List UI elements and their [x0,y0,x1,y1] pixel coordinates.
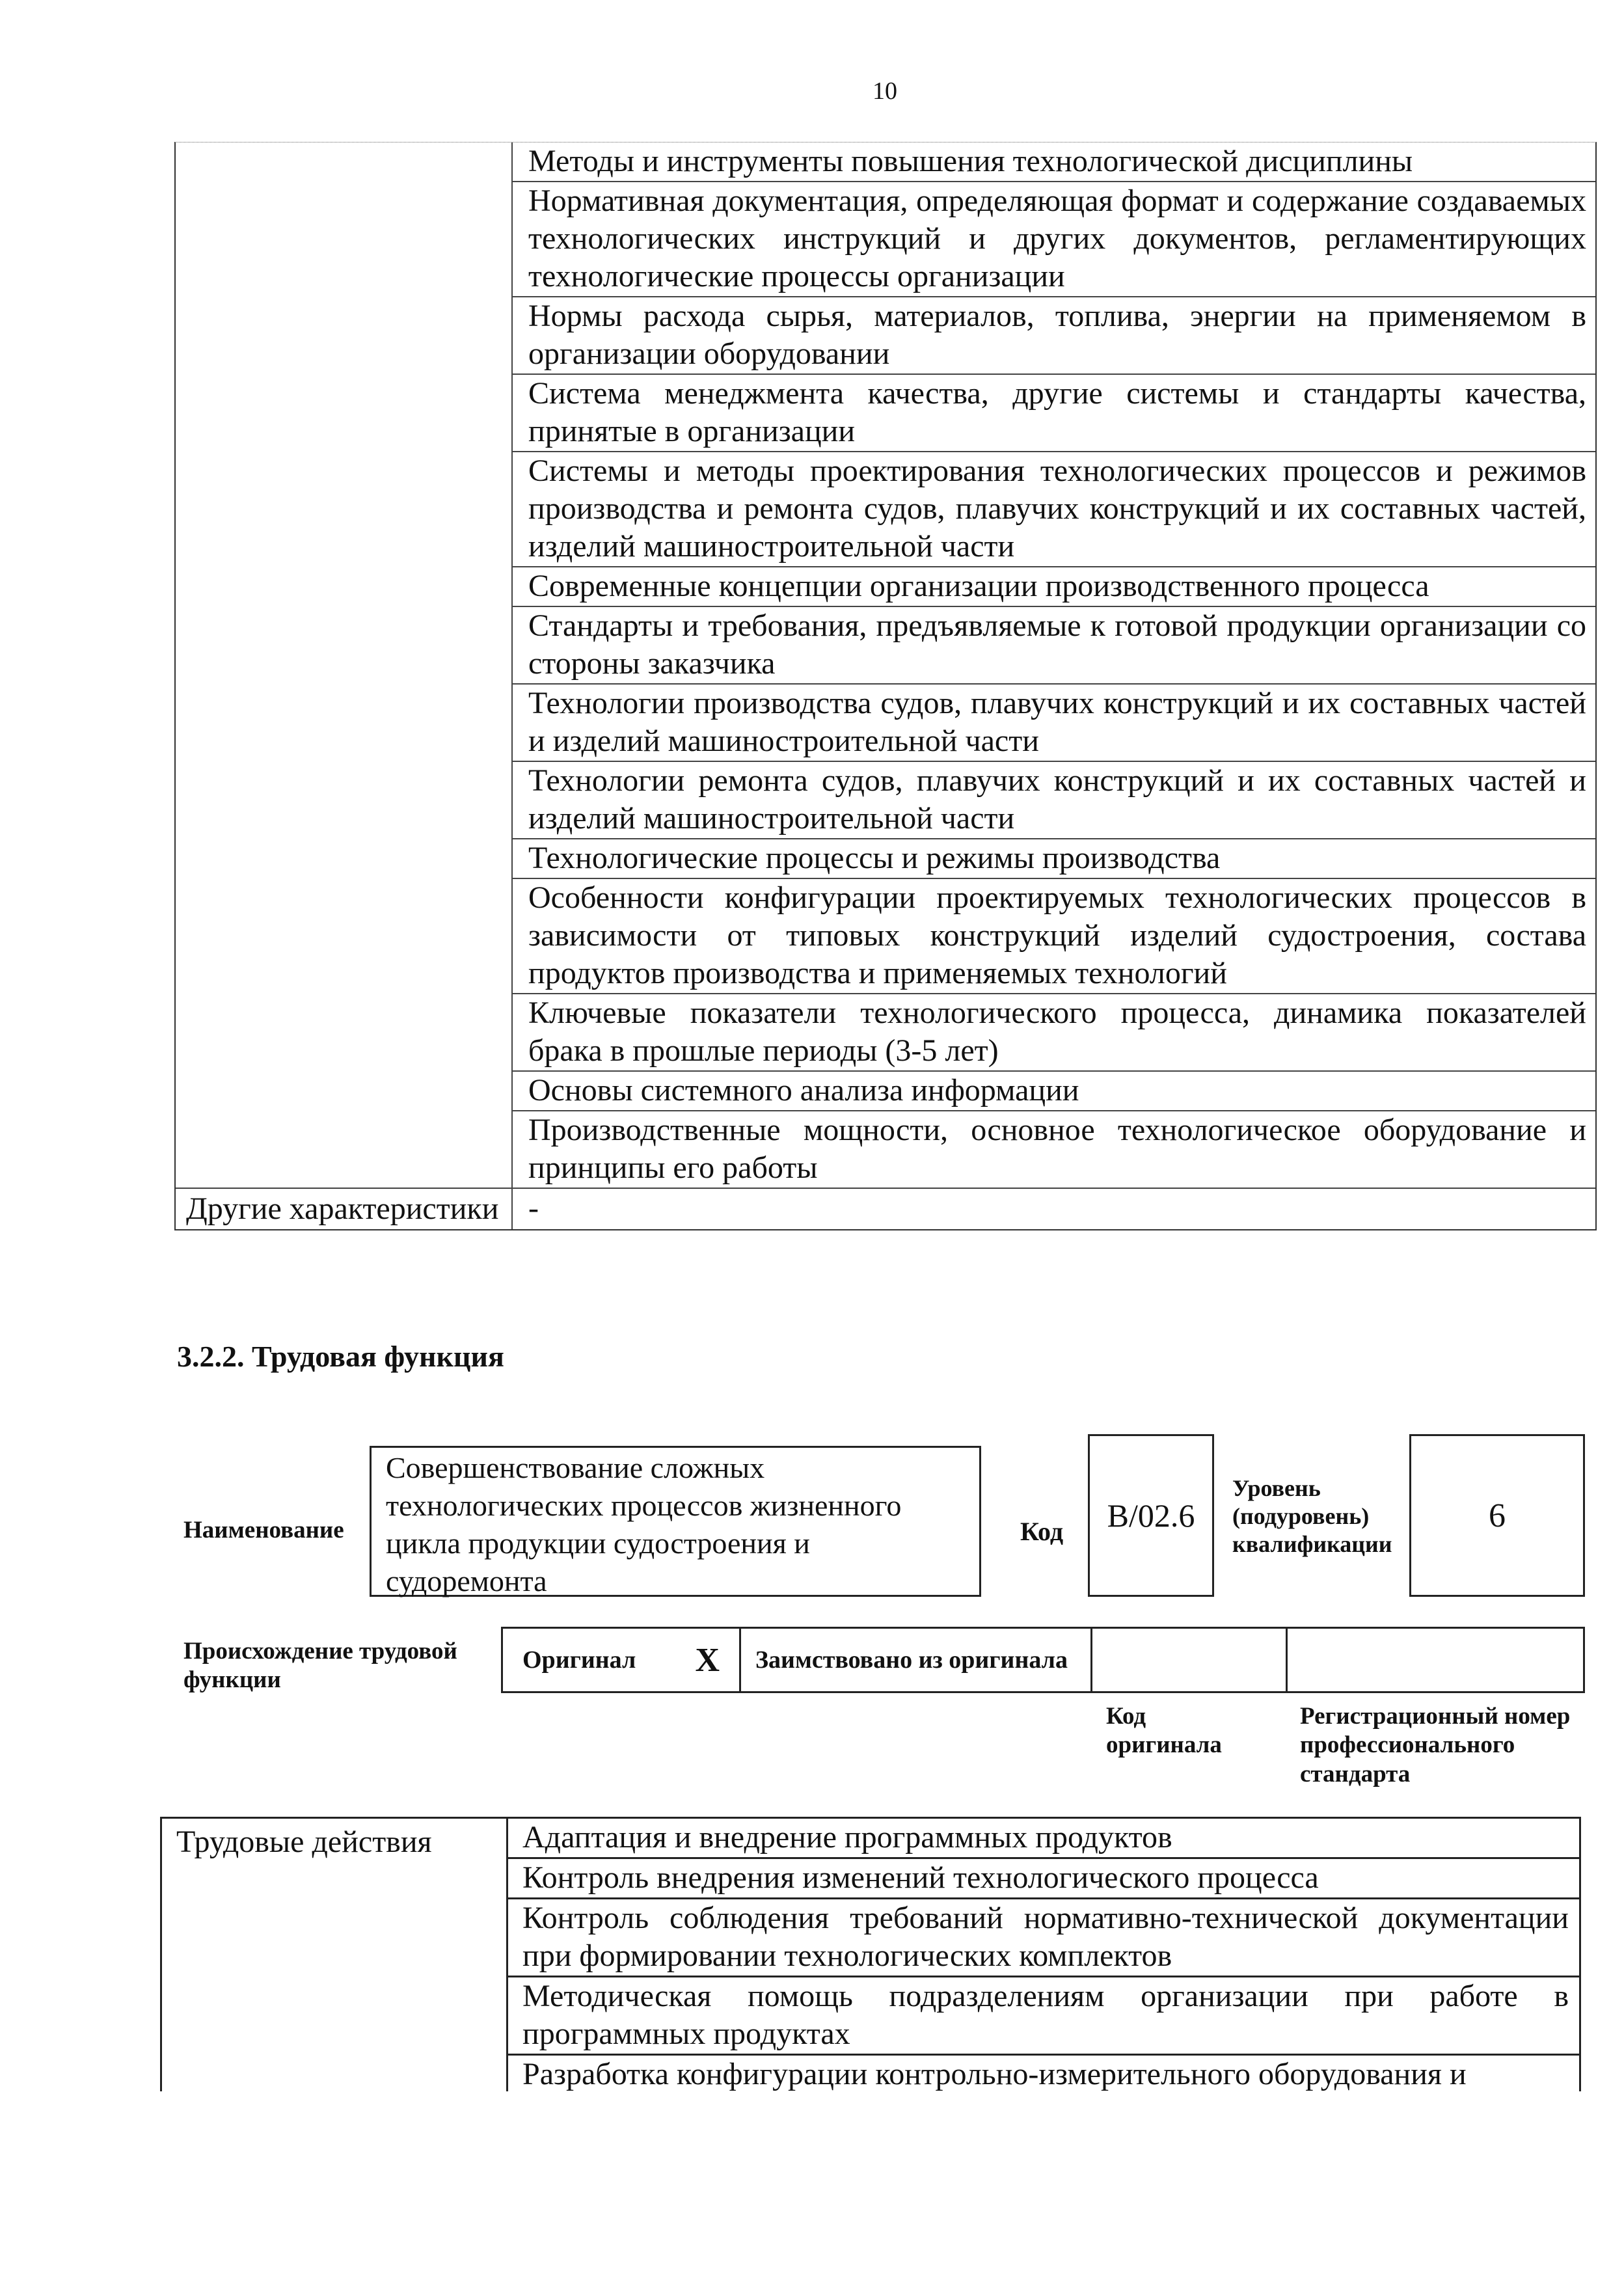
labor-action-item: Разработка конфигурации контрольно-измерительного оборудования и [522,2057,1467,2091]
origin-borrowed-cell: Заимствовано из оригинала [741,1629,1092,1691]
knowledge-item: Современные концепции организации производственного процесса [513,567,1595,607]
knowledge-item: Особенности конфигурации проектируемых технологических процессов в зависимости от типовых конструкций изделий судостроения, состава продуктов производства и применяемых технологий [513,879,1595,994]
reg-number-caption: Регистрационный номер профессионального стандарта [1300,1703,1571,1787]
knowledge-item: Основы системного анализа информации [513,1072,1595,1111]
labor-action-item: Методическая помощь подразделениям организации при работе в программных продуктах [508,1977,1579,2056]
knowledge-items [513,143,1595,1188]
knowledge-item: Методы и инструменты повышения технологической дисциплины [513,143,1595,182]
original-label: Оригинал [522,1646,636,1674]
origin-row [501,1627,1585,1693]
origin-code-cell [1092,1629,1288,1691]
labor-actions-table [160,1817,1581,2091]
knowledge-item: Производственные мощности, основное технологическое оборудование и принципы его работы [528,1113,1586,1185]
knowledge-item: Технологические процессы и режимы производства [513,839,1595,879]
knowledge-item: Нормативная документация, определяющая формат и содержание создаваемых технологических инструкций и других документов, регламентирующих технологические процессы организации [513,182,1595,297]
knowledge-item: Системы и методы проектирования технологических процессов и режимов производства и ремонта судов, плавучих конструкций и их составных частей, изделий машиностроительной части [513,452,1595,567]
function-code-box: B/02.6 [1088,1434,1214,1597]
other-characteristics-row [176,1189,1595,1229]
knowledge-item: Система менеджмента качества, другие системы и стандарты качества, принятые в организации [513,375,1595,452]
knowledge-item: Технологии ремонта судов, плавучих конструкций и их составных частей и изделий машиностроительной части [513,762,1595,839]
other-characteristics-value: - [528,1191,539,1225]
section-heading: 3.2.2. Трудовая функция [177,1340,504,1373]
function-name-box: Совершенствование сложных технологических процессов жизненного цикла продукции судостроения и судоремонта [370,1446,981,1597]
knowledge-item: Технологии производства судов, плавучих конструкций и их составных частей и изделий машиностроительной части [513,685,1595,762]
origin-reg-number-cell [1288,1629,1583,1691]
knowledge-item: Стандарты и требования, предъявляемые к готовой продукции организации со стороны заказчика [513,607,1595,685]
other-characteristics-label: Другие характеристики [176,1189,513,1229]
knowledge-table [174,142,1597,1230]
knowledge-left-cell [176,143,513,1188]
code-label: Код [1020,1517,1064,1546]
labor-actions-label: Трудовые действия [162,1819,508,2091]
knowledge-item: Нормы расхода сырья, материалов, топлива, энергии на применяемом в организации оборудовании [513,297,1595,375]
knowledge-row [176,143,1595,1189]
page-number: 10 [873,77,897,105]
knowledge-item: Ключевые показатели технологического процесса, динамика показателей брака в прошлые периоды (3-5 лет) [513,994,1595,1072]
qualification-level-box: 6 [1409,1434,1585,1597]
origin-original-cell [503,1629,741,1691]
original-mark: X [695,1641,720,1679]
origin-label: Происхождение трудовой функции [183,1638,457,1694]
labor-action-item: Контроль соблюдения требований нормативно-технической документации при формировании технологических комплектов [508,1899,1579,1977]
level-label: Уровень (подуровень) квалификации [1232,1475,1392,1558]
labor-action-item: Адаптация и внедрение программных продуктов [508,1819,1579,1859]
labor-actions-items [508,1819,1579,2091]
labor-action-item: Контроль внедрения изменений технологического процесса [508,1859,1579,1899]
name-label: Наименование [183,1517,344,1543]
code-original-caption: Код оригинала [1106,1703,1222,1759]
